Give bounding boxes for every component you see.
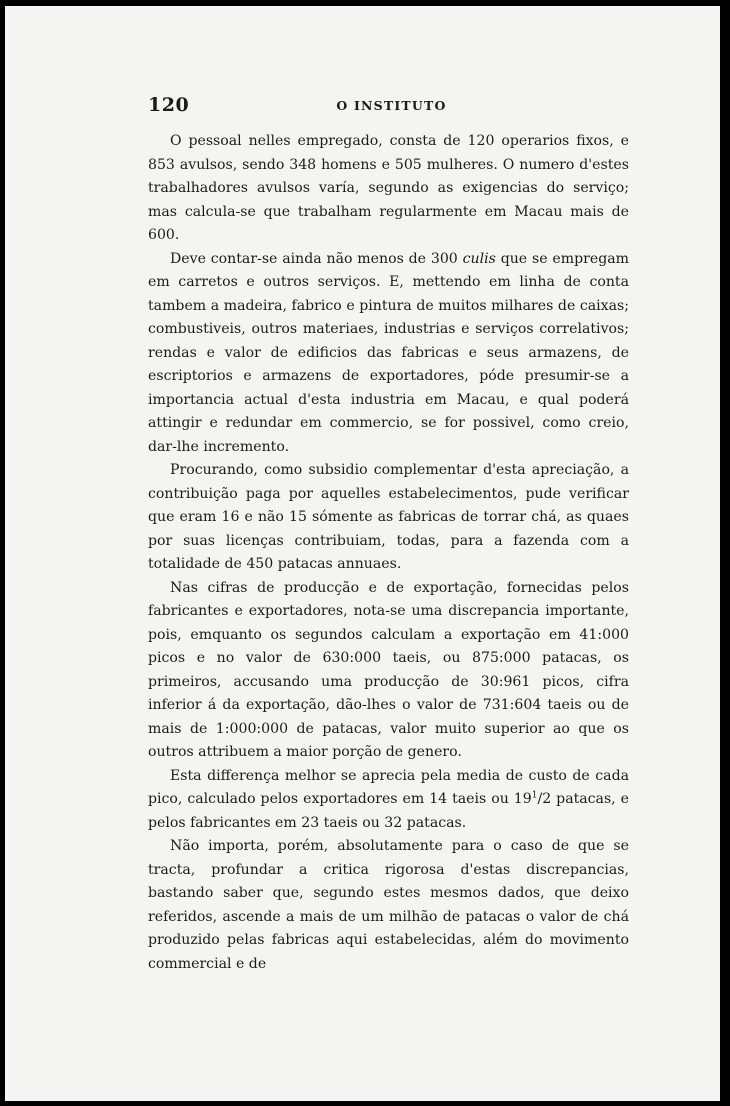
- body-text: [148, 130, 629, 976]
- paragraph-1: O pessoal nelles empregado, consta de 120 operarios fixos, e 853 avulsos, sendo 348 homens e 505 mulheres. O numero d'estes trabalhadores avulsos varía, segundo as exigencias do serviço; mas calcula-se que trabalham regularmente em Macau mais de 600.: [148, 133, 629, 243]
- page-header: [148, 94, 635, 124]
- paragraph-5-start: Esta differença melhor se aprecia pela media de custo de cada pico, calculado pelos exportadores em 14 taeis ou 19: [148, 767, 629, 807]
- running-head: O INSTITUTO: [336, 98, 447, 113]
- paragraph-3: Procurando, como subsidio complementar d'esta apreciação, a contribuição paga por aquelles estabelecimentos, pude verificar que eram 16 e não 15 sómente as fabricas de torrar chá, as quaes por suas licenças contribuiam, todas, para a fazenda com a totalidade de 450 patacas annuaes.: [148, 462, 629, 572]
- italic-culis: culis: [462, 250, 496, 267]
- paragraph-5-end: /2 patacas, e pelos fabricantes em 23 taeis ou 32 patacas.: [148, 791, 629, 831]
- paragraph-2: [148, 248, 629, 460]
- paragraph-4: Nas cifras de producção e de exportação, fornecidas pelos fabricantes e exportadores, nota-se uma discrepancia importante, pois, emquanto os segundos calculam a exportação em 41:000 picos e no valor de 630:000 taeis, ou 875:000 patacas, os primeiros, accusando uma producção de 30:961 picos, cifra inferior á da exportação, dão-lhes o valor de 731:604 taeis ou de mais de 1:000:000 de patacas, valor muito superior ao que os outros attribuem a maior porção de genero.: [148, 579, 629, 760]
- paragraph-6: Não importa, porém, absolutamente para o caso de que se tracta, profundar a critica rigorosa d'estas discrepancias, bastando saber que, segundo estes mesmos dados, que deixo referidos, ascende a mais de um milhão de patacas o valor de chá produzido pelas fabricas aqui estabelecidas, além do movimento commercial e de: [148, 838, 629, 972]
- paragraph-2-start: Deve contar-se ainda não menos de 300: [170, 250, 463, 267]
- fraction-numerator: 1: [531, 790, 538, 801]
- paragraph-2-end: que se empregam em carretos e outros serviços. E, mettendo em linha de conta tambem a madeira, fabrico e pintura de muitos milhares de caixas; combustiveis, outros materiaes, industrias e serviços correlativos; rendas e valor de edificios das fabricas e seus armazens, de escriptorios e armazens de exportadores, póde presumir-se a importancia actual d'esta industria em Macau, e qual poderá attingir e redundar em commercio, se for possivel, como creio, dar-lhe incremento.: [148, 250, 629, 455]
- paragraph-5: [148, 765, 629, 836]
- book-page: [5, 6, 720, 1101]
- page-number: 120: [148, 94, 190, 116]
